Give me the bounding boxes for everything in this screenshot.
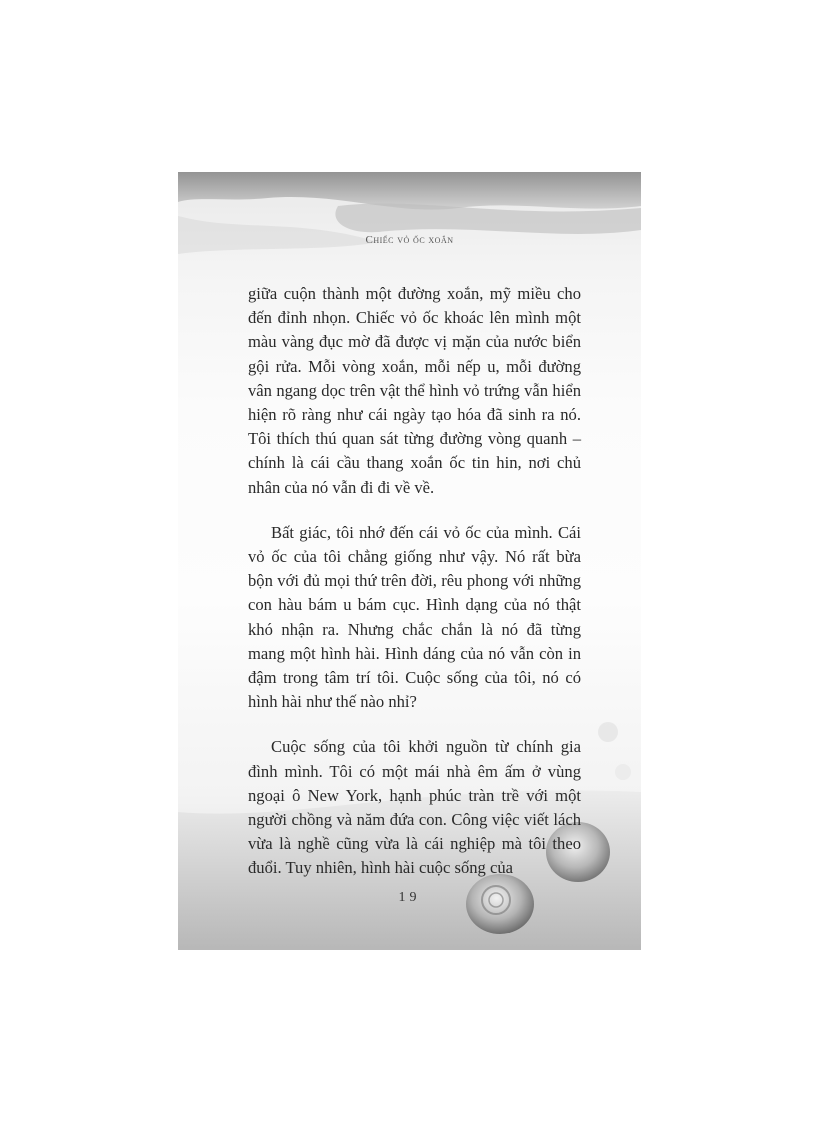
paragraph: Bất giác, tôi nhớ đến cái vỏ ốc của mình. Cái vỏ ốc của tôi chẳng giống như vậy. Nó rất bừa bộn với đủ mọi thứ trên đời, rêu phong với những con hàu bám u bám cục. Hình dạng của nó thật khó nhận ra. Nhưng chắc chắn là nó đã từng mang một hình hài. Hình dáng của nó vẫn còn in đậm trong tâm trí tôi. Cuộc sống của tôi, nó có hình hài như thế nào nhỉ? (248, 522, 581, 712)
book-page (178, 172, 641, 950)
running-header: Chiếc vỏ ốc xoắn (365, 234, 454, 246)
paragraph: Cuộc sống của tôi khởi nguồn từ chính gia đình mình. Tôi có một mái nhà êm ấm ở vùng ngoại ô New York, hạnh phúc tràn trề với một người chồng và năm đứa con. Công việc viết lách vừa là nghề cũng vừa là cái nghiệp mà tôi theo đuổi. Tuy nhiên, hình hài cuộc sống của (248, 737, 581, 878)
page-number: 19 (398, 890, 421, 905)
body-text (248, 282, 581, 902)
paragraph-continued: giữa cuộn thành một đường xoắn, mỹ miều cho đến đỉnh nhọn. Chiếc vỏ ốc khoác lên mình một màu vàng đục mờ đã được vị mặn của nước biển gội rửa. Mỗi vòng xoắn, mỗi nếp u, mỗi đường vân ngang dọc trên vật thể hình vỏ trứng vẫn hiển hiện rõ ràng như cái ngày tạo hóa đã sinh ra nó. Tôi thích thú quan sát từng đường vòng quanh – chính là cái cầu thang xoắn ốc tin hin, nơi chủ nhân của nó vẫn đi đi về về. (248, 284, 581, 497)
